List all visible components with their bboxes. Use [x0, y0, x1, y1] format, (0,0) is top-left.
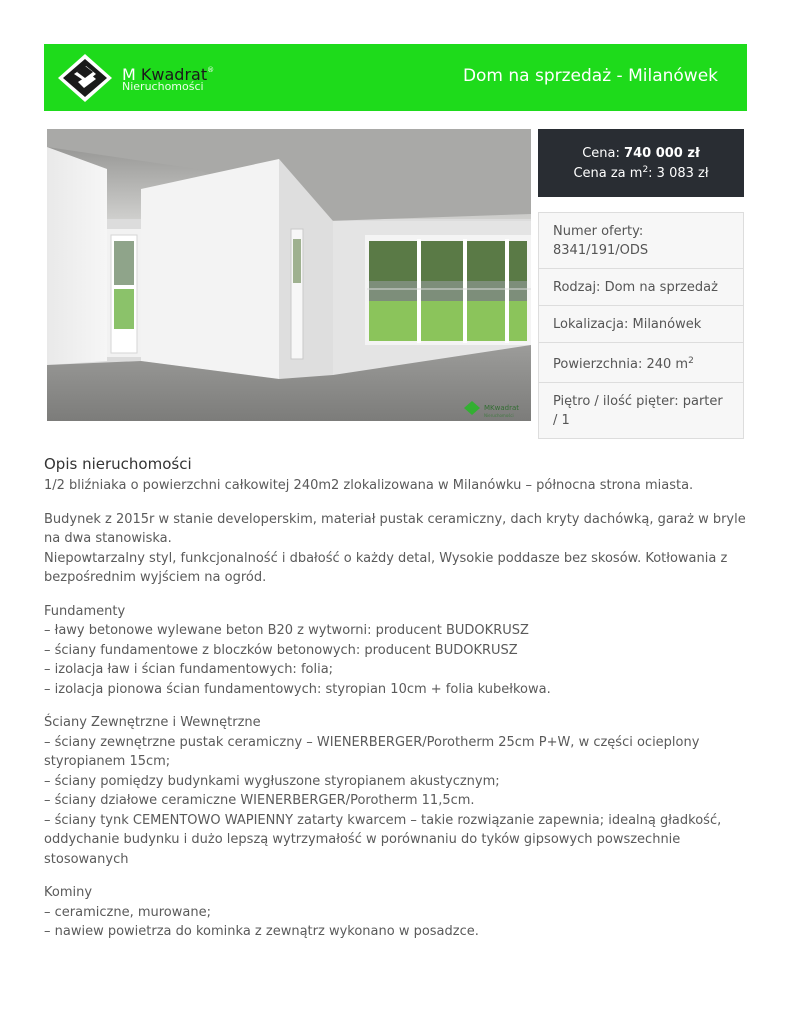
property-photo[interactable] — [47, 129, 531, 421]
list-item: – ściany tynk CEMENTOWO WAPIENNY zatarty kwarcem – takie rozwiązanie zapewnia; idealną gładkość, oddychanie budynku i dużo lepszą wytrzymałość w porównaniu do tyków gipsowych powszechnie stosowanych — [44, 812, 722, 867]
price-value: 740 000 zł — [624, 146, 700, 161]
list-item: – ławy betonowe wylewane beton B20 z wytworni: producent BUDOKRUSZ — [44, 623, 529, 638]
property-description — [44, 454, 749, 956]
description-chimneys — [44, 883, 749, 942]
price-per-m2-value: : 3 083 zł — [648, 166, 709, 181]
detail-location: Lokalizacja: Milanówek — [539, 306, 743, 343]
price-label: Cena: — [582, 146, 620, 161]
list-item: – ceramiczne, murowane; — [44, 904, 211, 920]
room-photo-image — [47, 129, 531, 421]
price-per-m2-label: Cena za m — [573, 166, 643, 181]
mkwadrat-logo-icon — [56, 52, 114, 104]
logo-prefix: M — [122, 65, 136, 84]
section-heading: Kominy — [44, 885, 93, 900]
description-foundations — [44, 602, 749, 700]
section-heading: Fundamenty — [44, 603, 126, 619]
detail-area — [539, 343, 743, 383]
description-intro: 1/2 bliźniaka o powierzchni całkowitej 240m2 zlokalizowana w Milanówku – północna strona miasta. — [44, 478, 694, 493]
list-item: – ściany fundamentowe z bloczków betonowych: producent BUDOKRUSZ — [44, 642, 518, 658]
description-line: Niepowtarzalny styl, funkcjonalność i dbałość o każdy detal, Wysokie poddasze bez skosów. Kotłowania z bezpośrednim wyjściem na ogród. — [44, 550, 728, 585]
area-sup: 2 — [688, 356, 694, 366]
page-header — [44, 44, 747, 111]
list-item: – nawiew powietrza do kominka z zewnątrz wykonano w posadzce. — [44, 924, 479, 939]
description-paragraph — [44, 510, 749, 588]
list-item: – ściany zewnętrzne pustak ceramiczny – WIENERBERGER/Porotherm 25cm P+W, w części ocieplony styropianem 15cm; — [44, 734, 700, 769]
list-item: – ściany pomiędzy budynkami wygłuszone styropianem akustycznym; — [44, 773, 500, 789]
list-item: – izolacja ław i ścian fundamentowych: folia; — [44, 662, 334, 677]
price-per-m2-line — [538, 165, 744, 181]
price-box — [538, 129, 744, 197]
brand-logo[interactable] — [56, 52, 236, 104]
offer-number-label: Numer oferty: — [553, 224, 644, 239]
area-text: Powierzchnia: 240 m — [553, 357, 689, 372]
list-item: – izolacja pionowa ścian fundamentowych: styropian 10cm + folia kubełkowa. — [44, 681, 551, 697]
description-line: Budynek z 2015r w stanie developerskim, materiał pustak ceramiczny, dach kryty dachówką, garaż w bryle na dwa stanowiska. — [44, 511, 746, 546]
price-line — [538, 146, 744, 161]
section-heading: Ściany Zewnętrzne i Wewnętrzne — [44, 715, 261, 730]
detail-type: Rodzaj: Dom na sprzedaż — [539, 269, 743, 306]
photo-watermark-sub: Nieruchomości — [484, 413, 514, 418]
detail-offer-number — [539, 213, 743, 269]
description-title: Opis nieruchomości — [44, 455, 192, 473]
logo-brand: Kwadrat — [140, 65, 208, 84]
property-details — [538, 212, 744, 439]
price-per-m2-sup: 2 — [642, 165, 649, 175]
detail-floor: Piętro / ilość pięter: parter / 1 — [553, 394, 723, 428]
photo-watermark-brand: MKwadrat — [484, 404, 519, 412]
logo-subtitle: Nieruchomości — [122, 80, 204, 93]
offer-number-value: 8341/191/ODS — [553, 243, 649, 258]
page-title: Dom na sprzedaż - Milanówek — [462, 66, 718, 86]
list-item: – ściany działowe ceramiczne WIENERBERGER/Porotherm 11,5cm. — [44, 793, 475, 808]
description-walls — [44, 713, 749, 869]
logo-registered: ® — [207, 66, 215, 74]
